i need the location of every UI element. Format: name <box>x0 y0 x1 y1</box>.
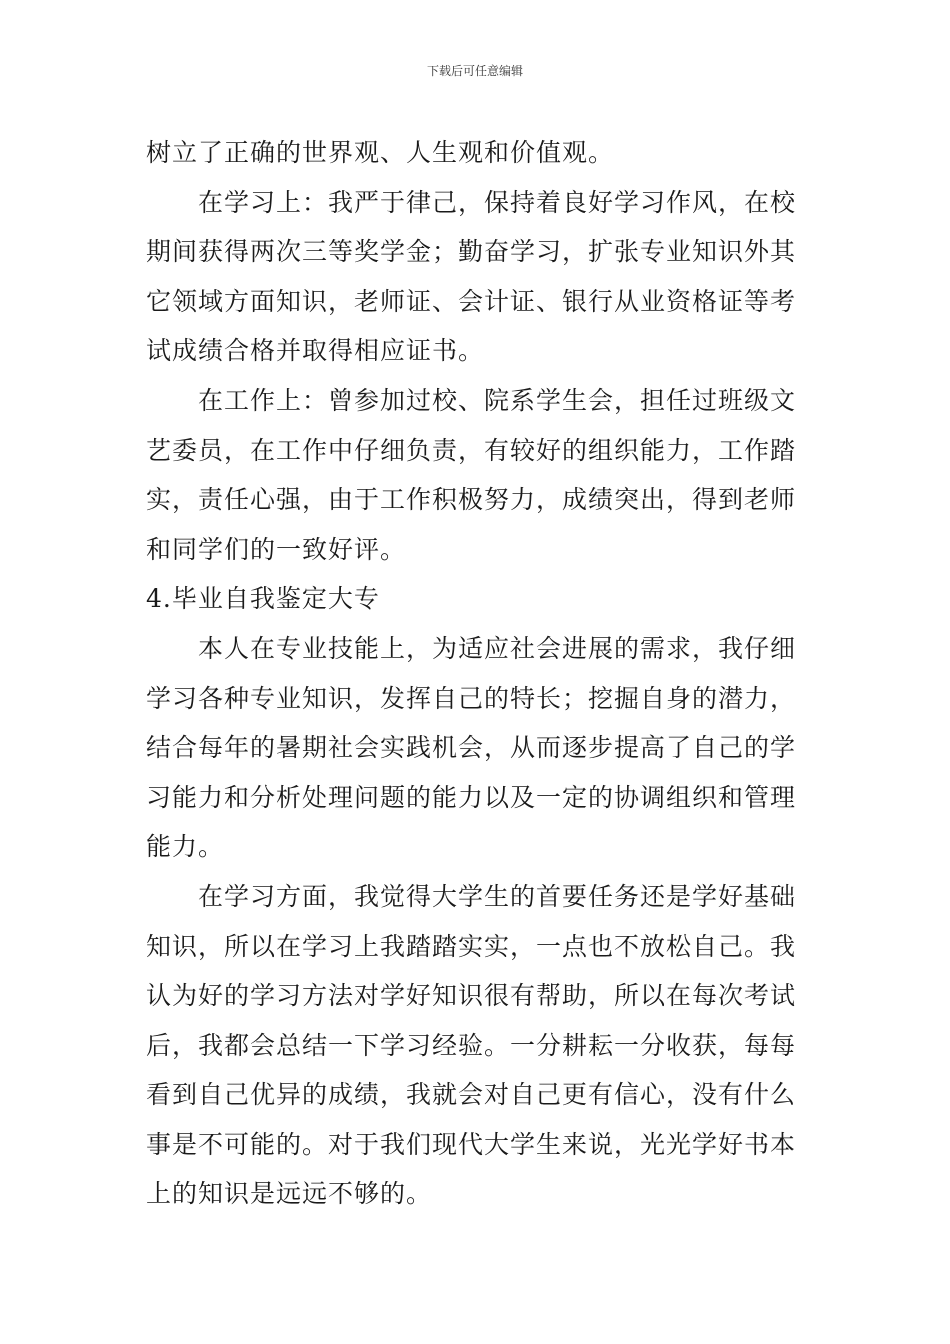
document-body <box>146 128 810 1219</box>
paragraph-learning: 在学习方面，我觉得大学生的首要任务还是学好基础知识，所以在学习上我踏踏实实，一点也不放松自己。我认为好的学习方法对学好知识很有帮助，所以在每次考试后，我都会总结一下学习经验。一分耕耘一分收获，每每看到自己优异的成绩，我就会对自己更有信心，没有什么事是不可能的。对于我们现代大学生来说，光光学好书本上的知识是远远不够的。 <box>146 881 797 1209</box>
paragraph-continuation: 树立了正确的世界观、人生观和价值观。 <box>146 138 615 167</box>
section-heading: 4.毕业自我鉴定大专 <box>146 584 380 614</box>
paragraph-work: 在工作上：曾参加过校、院系学生会，担任过班级文艺委员，在工作中仔细负责，有较好的组织能力，工作踏实，责任心强，由于工作积极努力，成绩突出，得到老师和同学们的一致好评。 <box>146 385 797 564</box>
page-header: 下载后可任意编辑 <box>426 64 523 78</box>
paragraph-study: 在学习上：我严于律己，保持着良好学习作风，在校期间获得两次三等奖学金；勤奋学习，扩张专业知识外其它领域方面知识，老师证、会计证、银行从业资格证等考试成绩合格并取得相应证书。 <box>146 187 797 366</box>
paragraph-skills: 本人在专业技能上，为适应社会进展的需求，我仔细学习各种专业知识，发挥自己的特长；挖掘自身的潜力，结合每年的暑期社会实践机会，从而逐步提高了自己的学习能力和分析处理问题的能力以及一定的协调组织和管理能力。 <box>146 633 797 862</box>
